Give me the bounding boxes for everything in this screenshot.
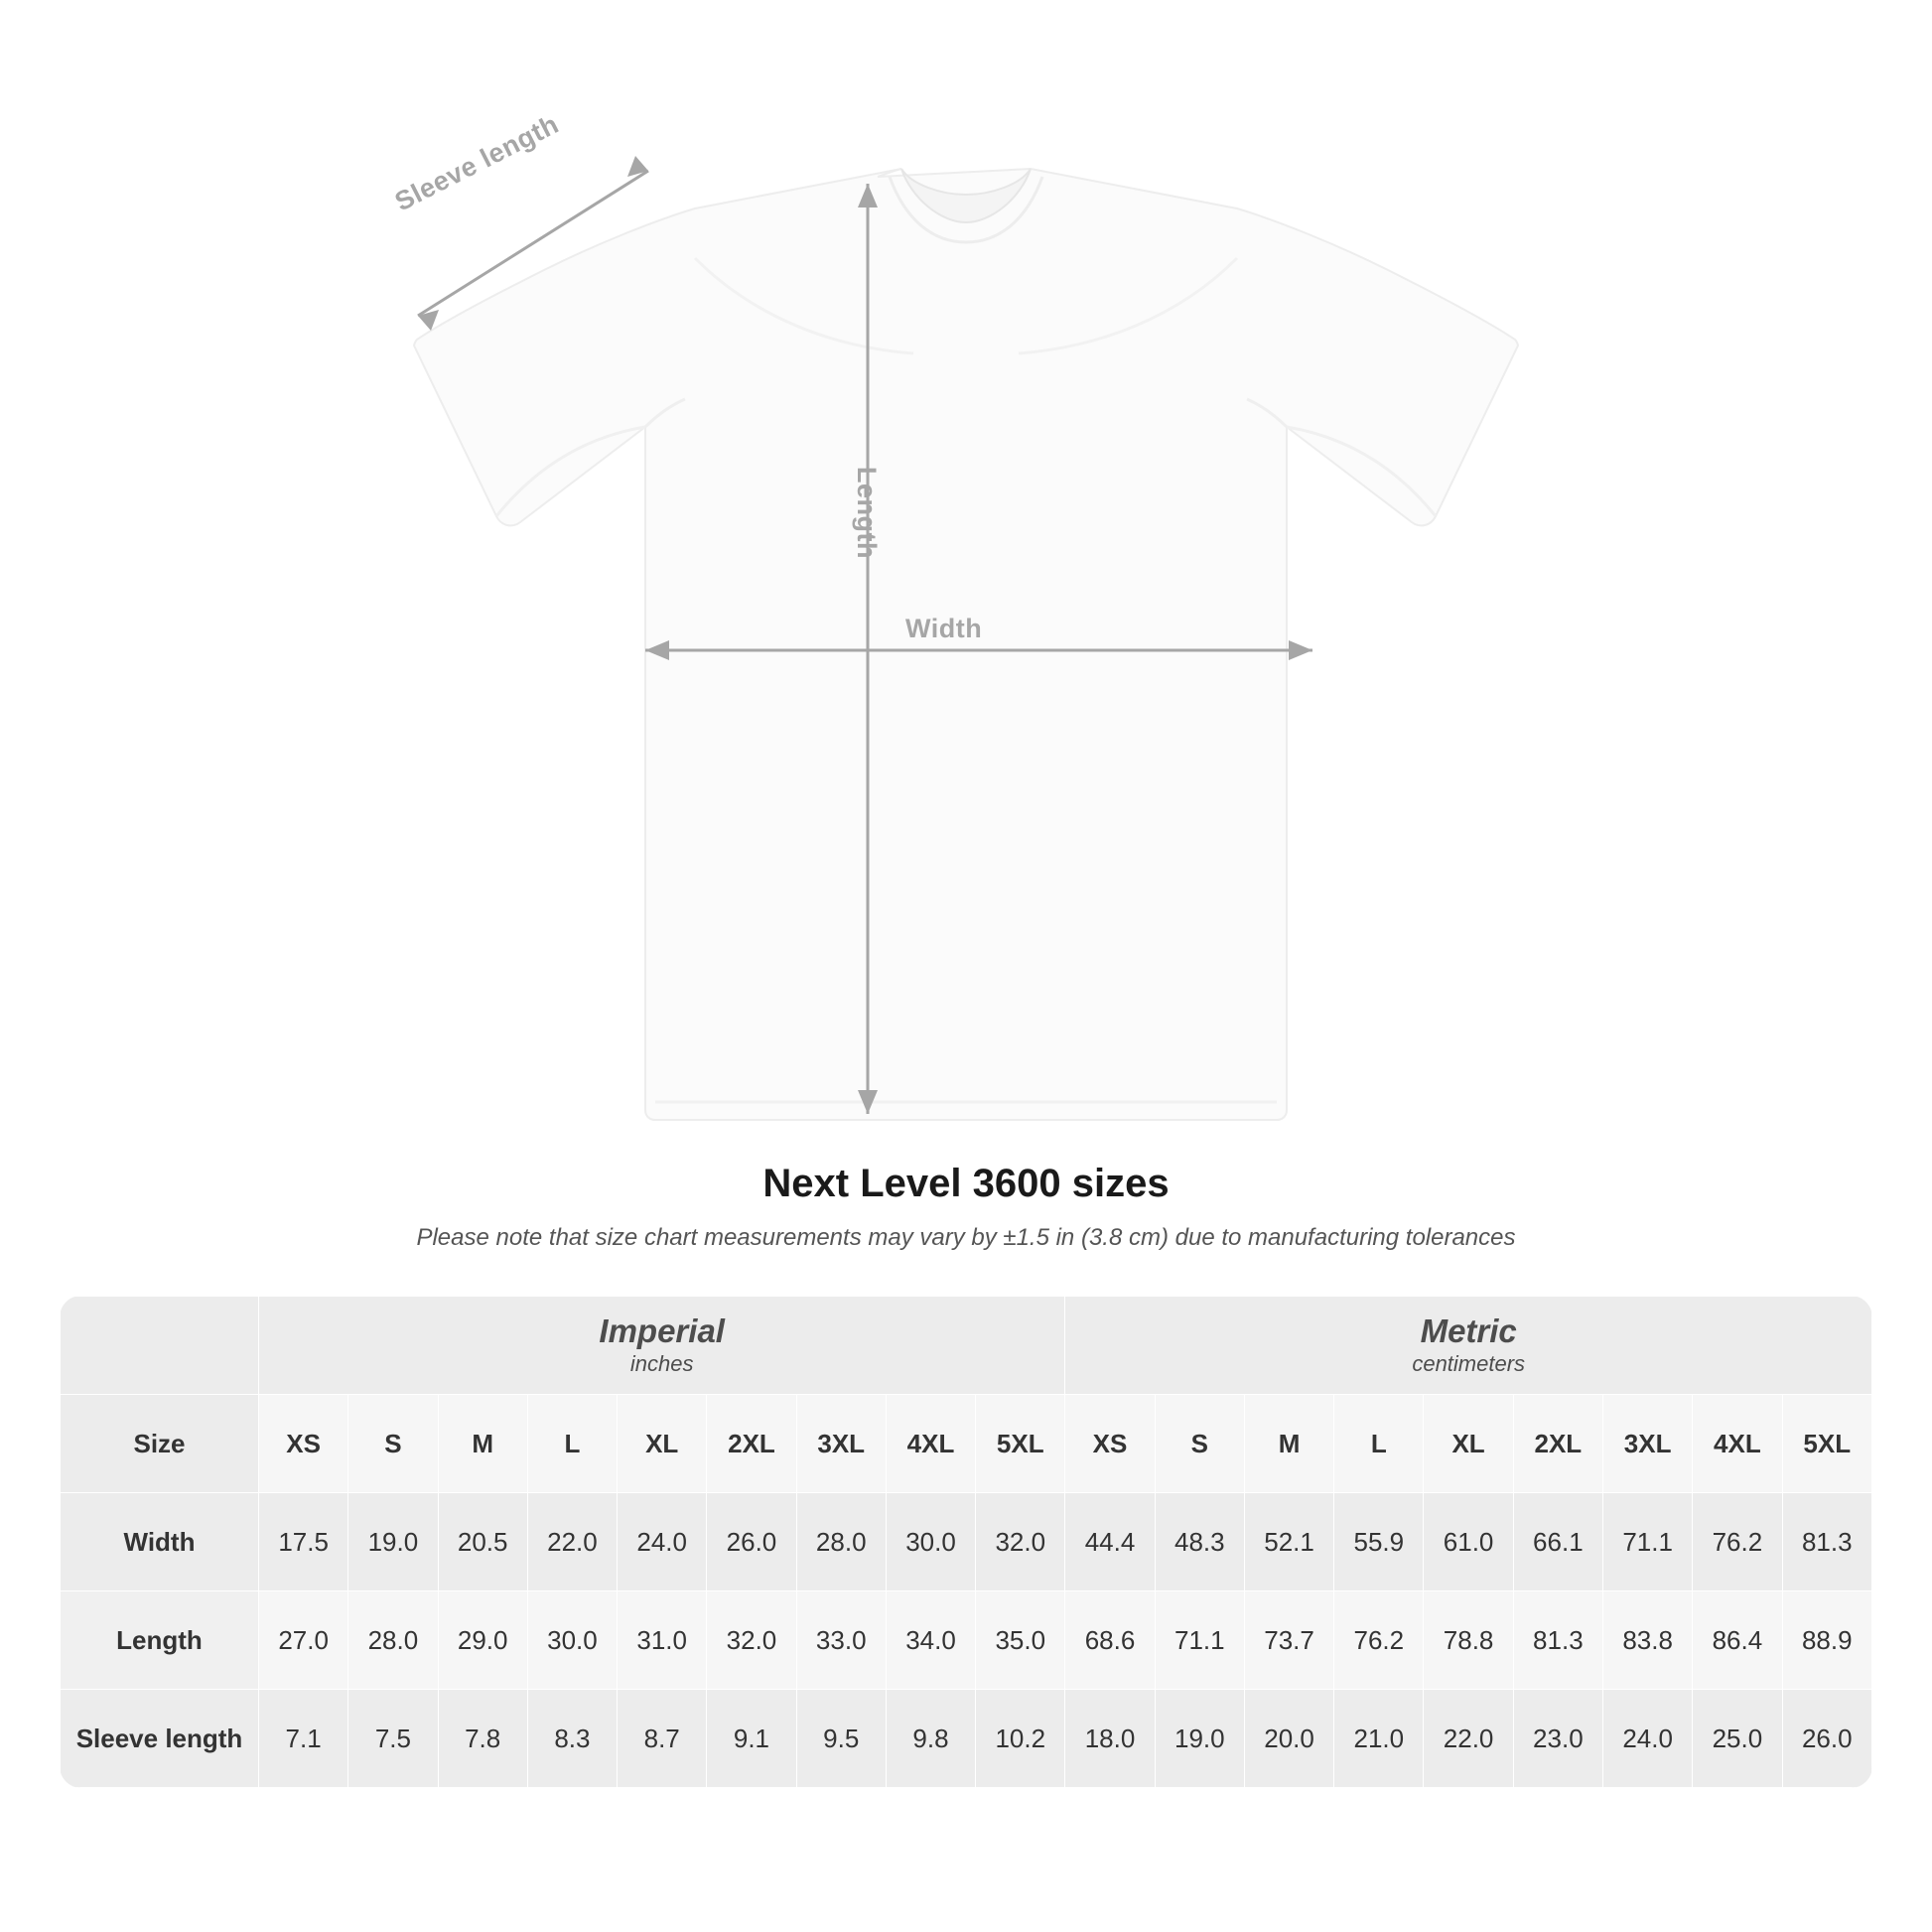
table-cell: 10.2	[976, 1690, 1065, 1788]
width-label: Width	[905, 614, 983, 643]
table-cell: 78.8	[1424, 1591, 1513, 1690]
tshirt-shape	[414, 169, 1518, 1120]
table-row	[61, 1493, 1872, 1591]
table-cell: 88.9	[1782, 1591, 1871, 1690]
size-header-cell: 4XL	[886, 1395, 975, 1493]
table-cell: 8.7	[618, 1690, 707, 1788]
table-cell: 76.2	[1693, 1493, 1782, 1591]
table-cell: 35.0	[976, 1591, 1065, 1690]
size-header-cell: S	[1155, 1395, 1244, 1493]
unit-group-imperial-sub: inches	[629, 1350, 694, 1376]
table-cell: 86.4	[1693, 1591, 1782, 1690]
table-cell: 28.0	[796, 1493, 886, 1591]
unit-group-imperial-name: Imperial	[599, 1311, 725, 1349]
table-cell: 24.0	[1602, 1690, 1692, 1788]
size-header-cell: 4XL	[1693, 1395, 1782, 1493]
table-cell: 7.1	[259, 1690, 348, 1788]
table-cell: 29.0	[438, 1591, 527, 1690]
table-cell: 7.5	[348, 1690, 438, 1788]
size-header-cell: L	[527, 1395, 617, 1493]
table-cell: 23.0	[1513, 1690, 1602, 1788]
row-label-length: Length	[61, 1591, 259, 1690]
title-block	[0, 1162, 1932, 1252]
table-cell: 9.1	[707, 1690, 796, 1788]
table-cell: 73.7	[1244, 1591, 1333, 1690]
unit-group-metric-name: Metric	[1420, 1311, 1517, 1349]
table-cell: 30.0	[527, 1591, 617, 1690]
table-cell: 34.0	[886, 1591, 975, 1690]
table-cell: 20.0	[1244, 1690, 1333, 1788]
table-cell: 61.0	[1424, 1493, 1513, 1591]
table-cell: 26.0	[1782, 1690, 1871, 1788]
size-header-cell: XL	[618, 1395, 707, 1493]
size-header-cell: L	[1334, 1395, 1424, 1493]
table-cell: 71.1	[1155, 1591, 1244, 1690]
table-cell: 17.5	[259, 1493, 348, 1591]
size-header-cell: XS	[259, 1395, 348, 1493]
size-header-cell: 3XL	[1602, 1395, 1692, 1493]
table-cell: 76.2	[1334, 1591, 1424, 1690]
table-cell: 81.3	[1513, 1591, 1602, 1690]
table-cell: 27.0	[259, 1591, 348, 1690]
size-header-cell: XS	[1065, 1395, 1155, 1493]
table-cell: 22.0	[527, 1493, 617, 1591]
table-cell: 81.3	[1782, 1493, 1871, 1591]
size-header-cell: 5XL	[976, 1395, 1065, 1493]
size-header-cell: 2XL	[707, 1395, 796, 1493]
size-chart-table-wrap	[60, 1296, 1872, 1788]
table-cell: 32.0	[707, 1591, 796, 1690]
unit-group-imperial	[259, 1297, 1065, 1395]
size-header-cell: 5XL	[1782, 1395, 1871, 1493]
table-row	[61, 1690, 1872, 1788]
table-cell: 19.0	[1155, 1690, 1244, 1788]
table-cell: 68.6	[1065, 1591, 1155, 1690]
size-chart-table	[60, 1296, 1872, 1788]
table-cell: 28.0	[348, 1591, 438, 1690]
tolerance-note: Please note that size chart measurements may vary by ±1.5 in (3.8 cm) due to manufacturing tolerances	[416, 1224, 1516, 1251]
table-cell: 20.5	[438, 1493, 527, 1591]
table-cell: 32.0	[976, 1493, 1065, 1591]
table-cell: 8.3	[527, 1690, 617, 1788]
table-cell: 22.0	[1424, 1690, 1513, 1788]
table-cell: 33.0	[796, 1591, 886, 1690]
table-cell: 83.8	[1602, 1591, 1692, 1690]
table-cell: 21.0	[1334, 1690, 1424, 1788]
length-label: Length	[852, 467, 882, 559]
size-header-cell: 3XL	[796, 1395, 886, 1493]
table-cell: 31.0	[618, 1591, 707, 1690]
size-header-cell: XL	[1424, 1395, 1513, 1493]
table-cell: 7.8	[438, 1690, 527, 1788]
unit-group-metric-sub: centimeters	[1412, 1350, 1526, 1376]
table-cell: 9.5	[796, 1690, 886, 1788]
size-header-cell: M	[438, 1395, 527, 1493]
unit-corner-cell	[61, 1297, 259, 1395]
table-cell: 9.8	[886, 1690, 975, 1788]
table-cell: 48.3	[1155, 1493, 1244, 1591]
unit-group-row	[61, 1297, 1872, 1395]
sleeve-length-label: Sleeve length	[389, 108, 564, 217]
size-header-label: Size	[61, 1395, 259, 1493]
table-row	[61, 1591, 1872, 1690]
table-cell: 19.0	[348, 1493, 438, 1591]
table-cell: 30.0	[886, 1493, 975, 1591]
size-header-row	[61, 1395, 1872, 1493]
table-cell: 25.0	[1693, 1690, 1782, 1788]
row-label-sleeve-length: Sleeve length	[61, 1690, 259, 1788]
unit-group-metric	[1065, 1297, 1872, 1395]
size-header-cell: 2XL	[1513, 1395, 1602, 1493]
table-cell: 24.0	[618, 1493, 707, 1591]
table-cell: 44.4	[1065, 1493, 1155, 1591]
row-label-width: Width	[61, 1493, 259, 1591]
size-header-cell: S	[348, 1395, 438, 1493]
page-title: Next Level 3600 sizes	[762, 1162, 1170, 1205]
table-cell: 52.1	[1244, 1493, 1333, 1591]
table-cell: 55.9	[1334, 1493, 1424, 1591]
table-cell: 26.0	[707, 1493, 796, 1591]
table-cell: 18.0	[1065, 1690, 1155, 1788]
size-header-cell: M	[1244, 1395, 1333, 1493]
table-cell: 71.1	[1602, 1493, 1692, 1591]
table-cell: 66.1	[1513, 1493, 1602, 1591]
